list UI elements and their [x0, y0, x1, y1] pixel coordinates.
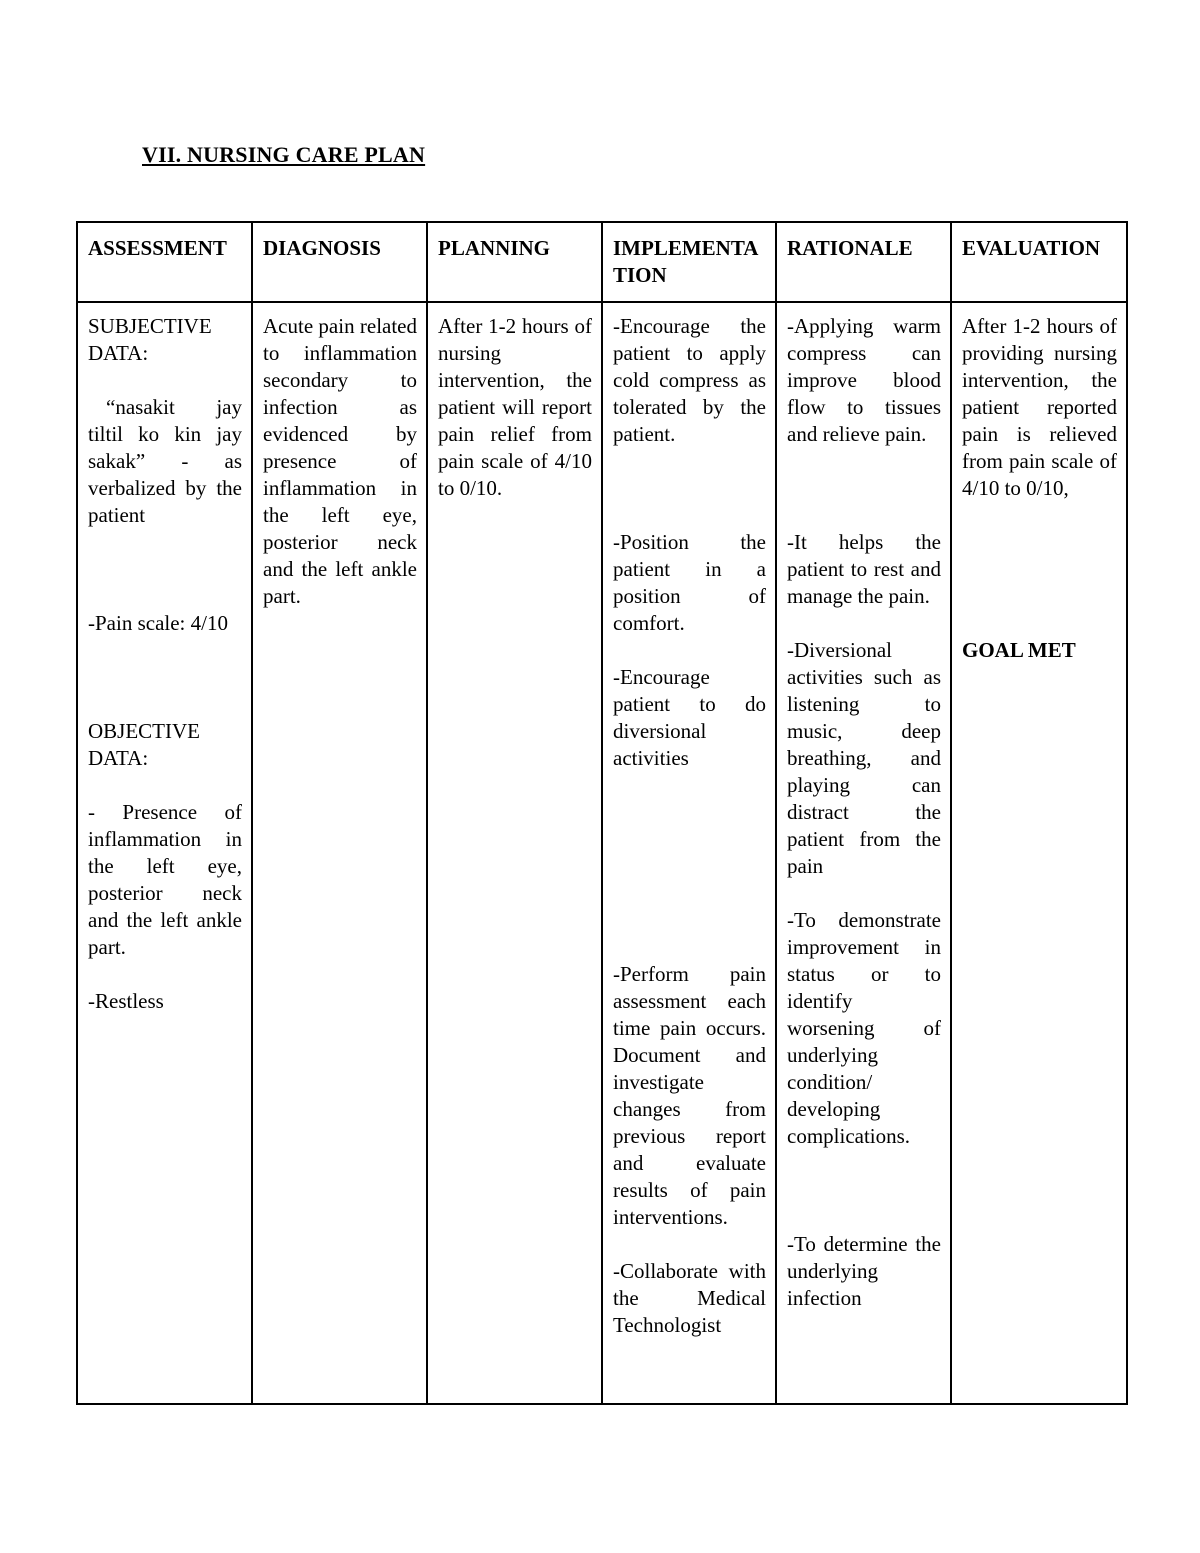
implementation-item-5: -Collaborate with the Medical Technologist [613, 1259, 766, 1337]
objective-data-label: OBJECTIVE DATA: [88, 719, 200, 770]
pain-scale: -Pain scale: 4/10 [88, 611, 228, 635]
header-planning: PLANNING [427, 222, 602, 302]
cell-assessment [77, 302, 252, 1404]
implementation-item-3: -Encourage patient to do diversional activities [613, 665, 766, 770]
patient-quote: “nasakit jay tiltil ko kin jay sakak” - as verbalized by the patient [88, 395, 242, 527]
table-row [77, 302, 1127, 1404]
table-header-row [77, 222, 1127, 302]
cell-rationale [776, 302, 951, 1404]
page-title: VII. NURSING CARE PLAN [142, 142, 426, 167]
restless-finding: -Restless [88, 989, 164, 1013]
nursing-care-plan-table [76, 221, 1128, 1405]
rationale-item-1: -Applying warm compress can improve blood flow to tissues and relieve pain. [787, 314, 941, 446]
inflammation-finding: - Presence of inflammation in the left eye, posterior neck and the left ankle part. [88, 800, 242, 959]
rationale-item-5: -To determine the underlying infection [787, 1232, 941, 1310]
subjective-data-label: SUBJECTIVE DATA: [88, 314, 212, 365]
rationale-item-4: -To demonstrate improvement in status or to identify worsening of underlying condition/ developing complications. [787, 908, 941, 1148]
header-rationale: RATIONALE [776, 222, 951, 302]
cell-implementation [602, 302, 776, 1404]
implementation-item-4: -Perform pain assessment each time pain occurs. Document and investigate changes from previous report and evaluate results of pain interventions. [613, 962, 766, 1229]
cell-evaluation [951, 302, 1127, 1404]
rationale-item-3: -Diversional activities such as listening to music, deep breathing, and playing can distract the patient from the pain [787, 638, 941, 878]
planning-text: After 1-2 hours of nursing intervention, the patient will report pain relief from pain scale of 4/10 to 0/10. [438, 314, 592, 500]
diagnosis-text: Acute pain related to inflammation secondary to infection as evidenced by presence of inflammation in the left eye, posterior neck and the left ankle part. [263, 314, 417, 608]
implementation-item-2: -Position the patient in a position of comfort. [613, 530, 766, 635]
header-evaluation: EVALUATION [951, 222, 1127, 302]
header-diagnosis: DIAGNOSIS [252, 222, 427, 302]
header-assessment: ASSESSMENT [77, 222, 252, 302]
header-implementation: IMPLEMENTATION [602, 222, 776, 302]
rationale-item-2: -It helps the patient to rest and manage the pain. [787, 530, 941, 608]
evaluation-text: After 1-2 hours of providing nursing intervention, the patient reported pain is relieved from pain scale of 4/10 to 0/10, [962, 314, 1117, 500]
implementation-item-1: -Encourage the patient to apply cold compress as tolerated by the patient. [613, 314, 766, 446]
cell-planning [427, 302, 602, 1404]
goal-status: GOAL MET [962, 638, 1076, 662]
cell-diagnosis [252, 302, 427, 1404]
